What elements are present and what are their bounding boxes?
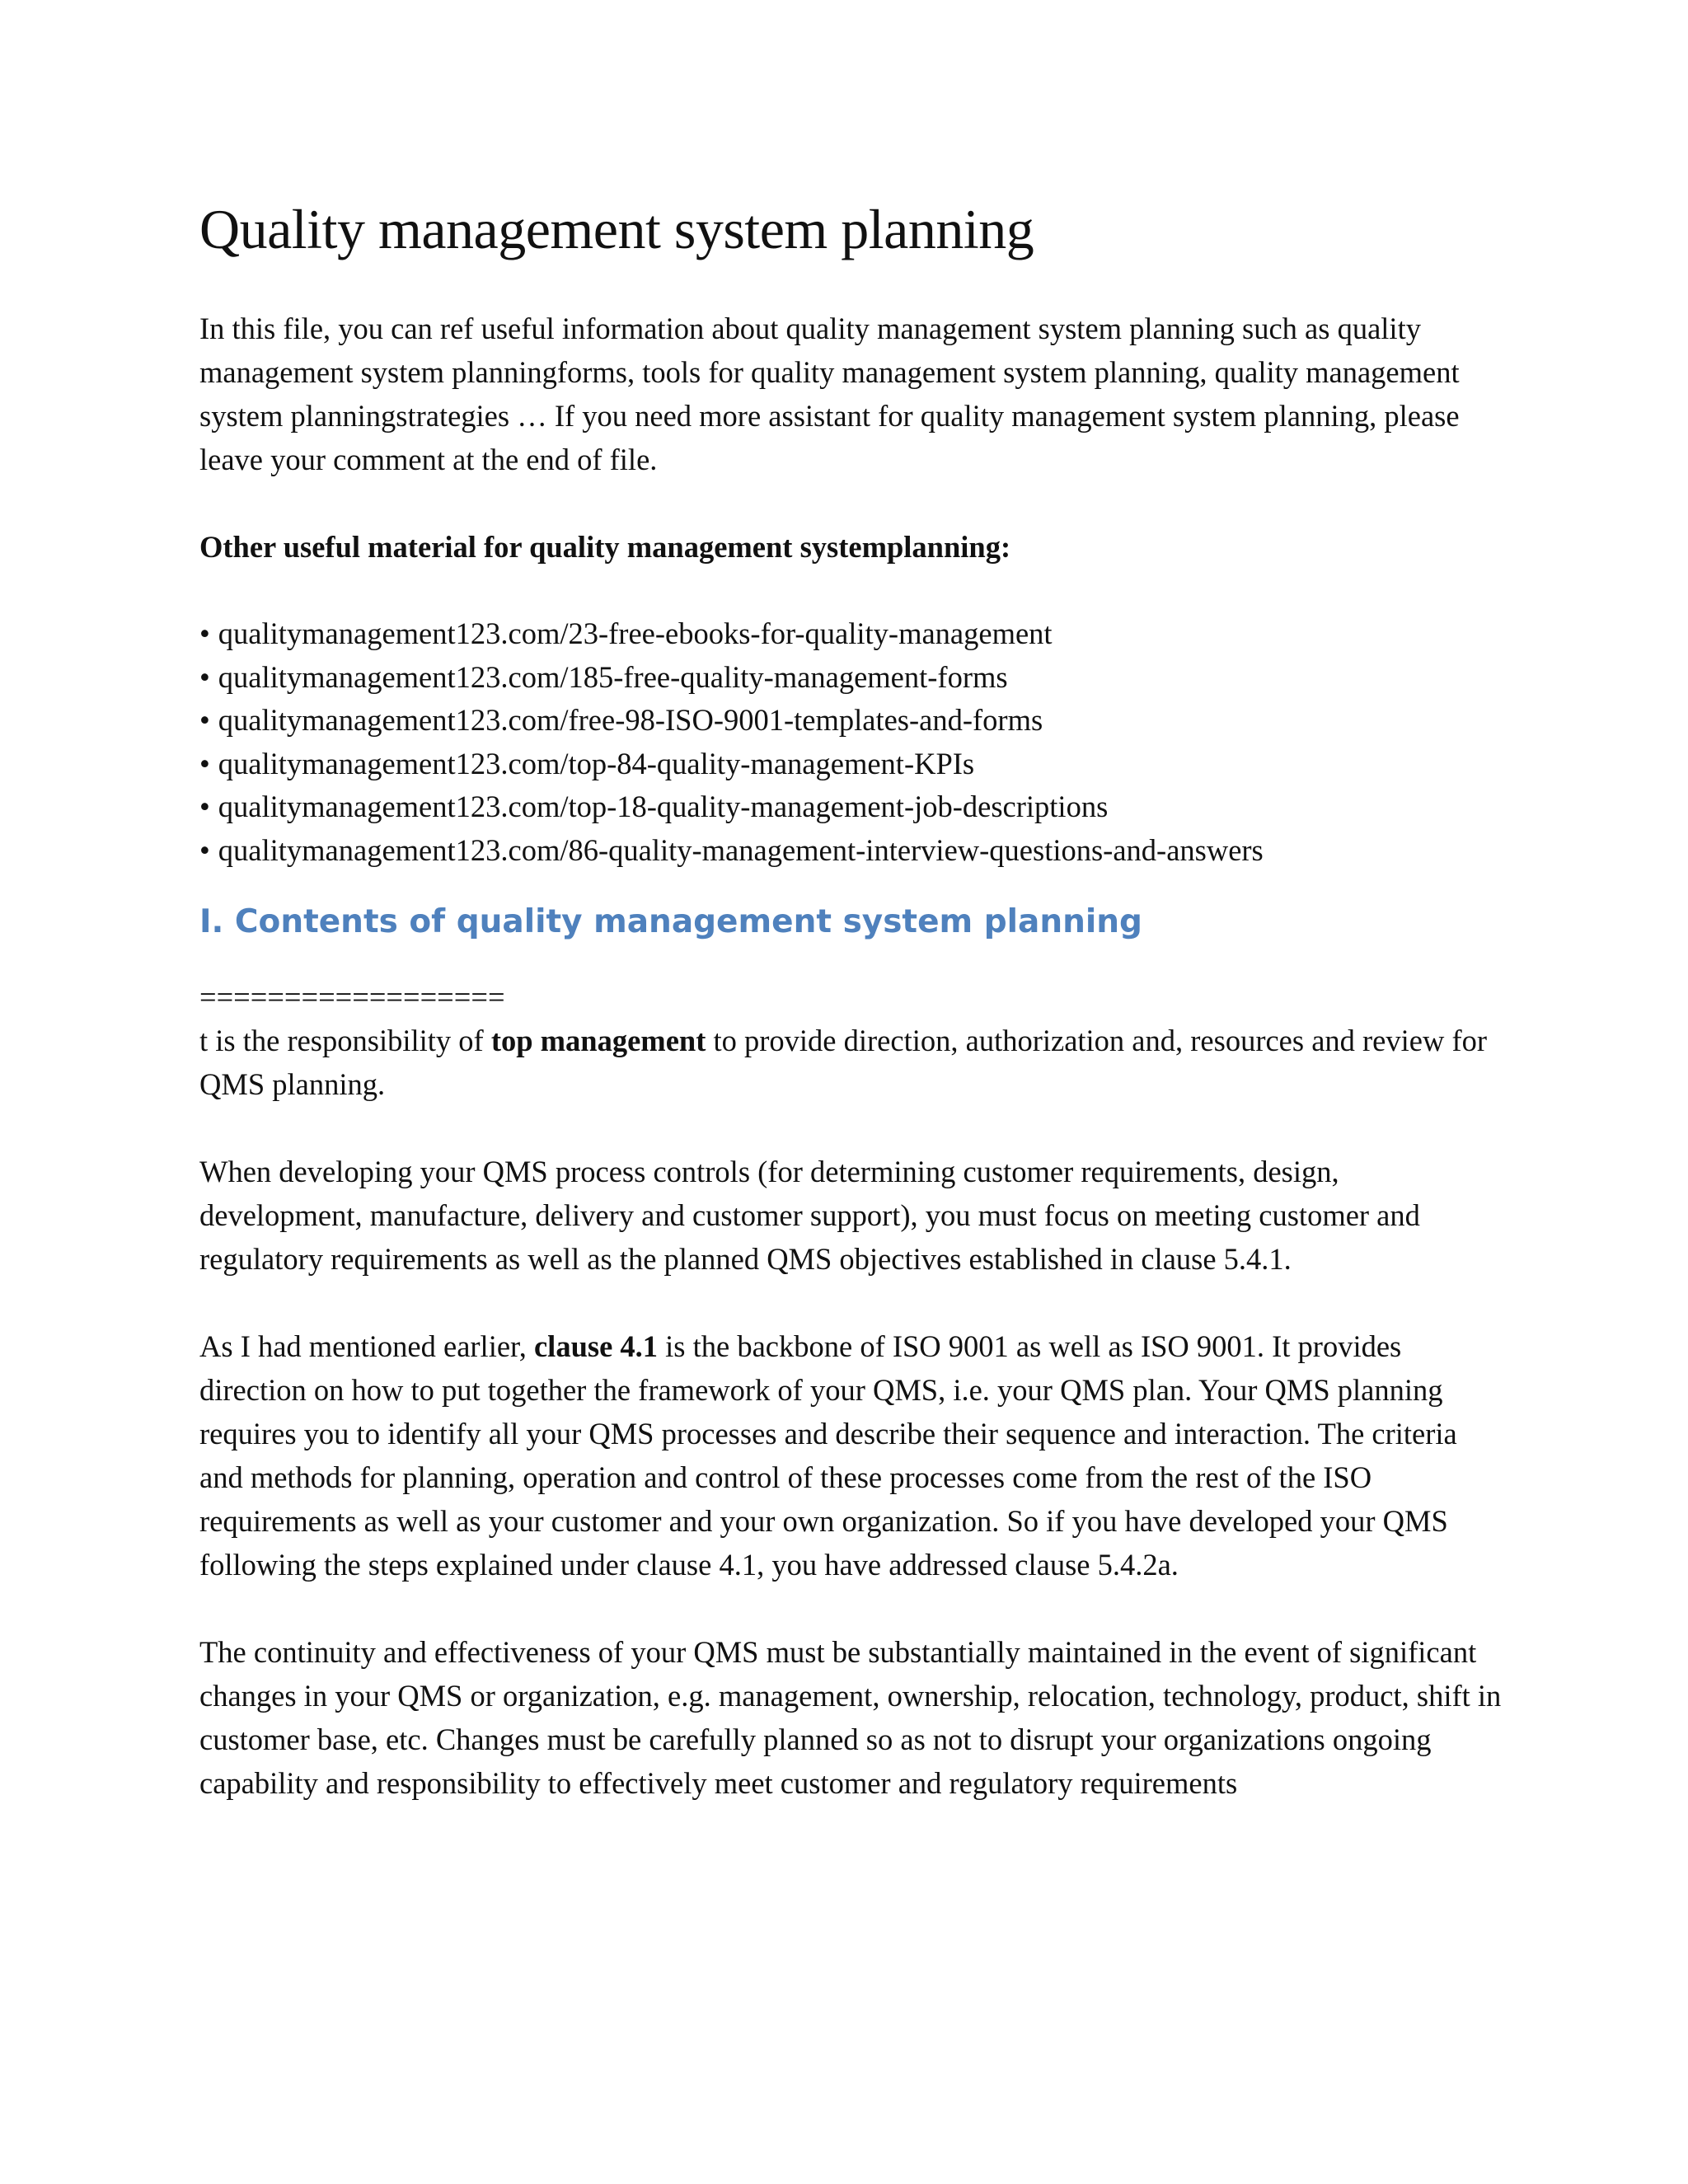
text-run: t is the responsibility of [199, 1023, 491, 1057]
resource-link[interactable] [199, 656, 1502, 700]
resource-link-text[interactable]: qualitymanagement123.com/free-98-ISO-9001-templates-and-forms [218, 703, 1043, 738]
resource-link-text[interactable]: qualitymanagement123.com/86-quality-management-interview-questions-and-answers [218, 832, 1264, 867]
resource-link-list [199, 612, 1502, 873]
emphasis-top-management: top management [490, 1023, 706, 1057]
paragraph-continuity: The continuity and effectiveness of your QMS must be substantially maintained in the event of significant changes in your QMS or organization, e.g. management, ownership, relocation, technology, product, shift in customer base, etc. Changes must be carefully planned so as not to disrupt your organizations ongoing capability and responsibility to effectively meet customer and regulatory requirements [199, 1634, 1502, 1800]
resource-link-text[interactable]: qualitymanagement123.com/185-free-quality-management-forms [218, 659, 1008, 694]
resource-link-text[interactable]: qualitymanagement123.com/top-18-quality-management-job-descriptions [218, 790, 1109, 824]
resource-link[interactable] [199, 699, 1502, 743]
text-run: As I had mentioned earlier, [199, 1329, 534, 1363]
bullet-icon: • [199, 703, 210, 738]
paragraph-process-controls: When developing your QMS process controls (for determining customer requirements, design, development, manufacture, delivery and customer support), you must focus on meeting customer and regulatory requirements as well as the planned QMS objectives established in clause 5.4.1. [199, 1154, 1420, 1276]
bullet-icon: • [199, 832, 210, 867]
page-title: Quality management system planning [199, 198, 1034, 260]
intro-paragraph: In this file, you can ref useful information about quality management system planning such as quality management system planningforms, tools for quality management system planning, quality management system planningstrategies … If you need more assistant for quality management system planning, please leave your comment at the end of file. [199, 312, 1460, 476]
section-heading: I. Contents of quality management system planning [199, 902, 1142, 940]
spacer [199, 481, 1502, 525]
text-run: is the backbone of ISO 9001 as well as ISO 9001. It provides direction on how to put together the framework of your QMS, i.e. your QMS plan. Your QMS planning requires you to identify all your QMS processes and describe their sequence and interaction. The criteria and methods for planning, operation and control of these processes come from the rest of the ISO requirements as well as your customer and your own organization. So if you have developed your QMS following the steps explained under clause 4.1, you have addressed clause 5.4.2a. [199, 1329, 1457, 1582]
text-run: to provide direction, authorization and, resources and review for QMS planning. [199, 1023, 1488, 1101]
resource-link-text[interactable]: qualitymanagement123.com/23-free-ebooks-for-quality-management [218, 616, 1053, 650]
resource-link[interactable] [199, 785, 1502, 829]
document-body [199, 196, 1502, 1805]
resource-link[interactable] [199, 829, 1502, 873]
paragraph-responsibility [199, 1019, 1502, 1106]
spacer [199, 569, 1502, 612]
bullet-icon: • [199, 790, 210, 824]
other-material-heading: Other useful material for quality management systemplanning: [199, 530, 1011, 564]
spacer [199, 1586, 1502, 1630]
spacer [199, 1281, 1502, 1324]
separator-line: ================== [199, 979, 505, 1014]
bullet-icon: • [199, 746, 210, 780]
resource-link-text[interactable]: qualitymanagement123.com/top-84-quality-management-KPIs [218, 746, 975, 780]
resource-link[interactable] [199, 743, 1502, 786]
bullet-icon: • [199, 616, 210, 650]
emphasis-clause-4-1: clause 4.1 [533, 1329, 659, 1363]
bullet-icon: • [199, 659, 210, 694]
paragraph-clause-4-1 [199, 1324, 1502, 1586]
spacer [199, 1106, 1502, 1150]
resource-link[interactable] [199, 612, 1502, 656]
